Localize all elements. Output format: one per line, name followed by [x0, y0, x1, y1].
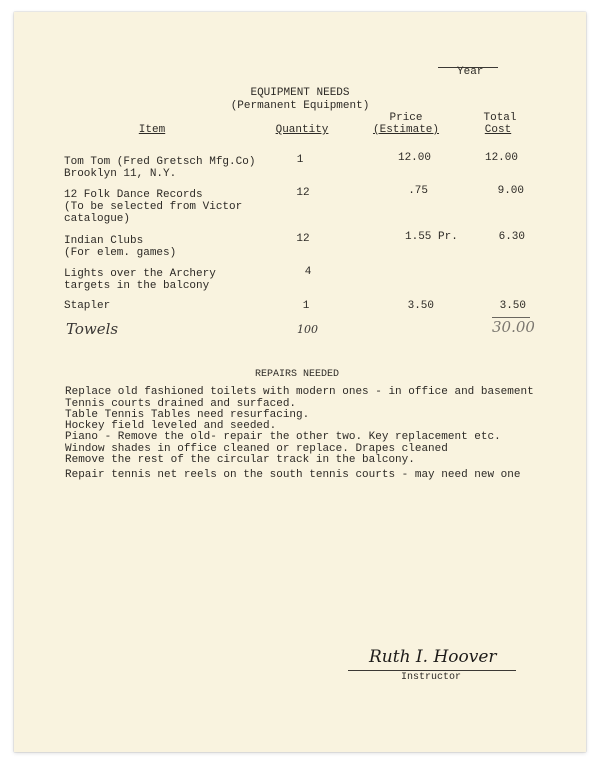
- repair-line: Window shades in office cleaned or replace. Drapes cleaned: [65, 443, 448, 455]
- year-label: Year: [457, 66, 484, 78]
- item-name-line: catalogue): [64, 213, 131, 225]
- item-name-line: (To be selected from Victor: [64, 201, 243, 213]
- repair-line: Remove the rest of the circular track in the balcony.: [65, 454, 415, 466]
- page-title: EQUIPMENT NEEDS: [250, 87, 350, 99]
- handwritten-item: Towels: [66, 320, 119, 338]
- item-quantity: 12: [296, 233, 310, 245]
- item-name-line: (For elem. games): [64, 247, 177, 259]
- column-header-item: Item: [138, 124, 166, 136]
- column-header-price-estimate: (Estimate): [372, 124, 440, 136]
- column-header-quantity: Quantity: [275, 124, 329, 136]
- signature-role: Instructor: [401, 672, 462, 683]
- item-total: 3.50: [499, 300, 526, 312]
- handwritten-total: 30.00: [492, 318, 535, 336]
- handwritten-quantity: 100: [297, 323, 318, 336]
- item-name-line: Indian Clubs: [64, 235, 144, 247]
- item-quantity: 12: [296, 187, 310, 199]
- item-price: .75: [408, 185, 428, 197]
- document-page: [14, 12, 586, 752]
- item-total: 6.30: [498, 231, 525, 243]
- column-header-price: Price: [389, 112, 423, 124]
- item-quantity: 1: [296, 154, 304, 166]
- column-header-cost: Cost: [484, 124, 512, 136]
- item-price: 3.50: [407, 300, 434, 312]
- item-name-line: targets in the balcony: [64, 280, 210, 292]
- repair-line: Table Tennis Tables need resurfacing.: [65, 409, 310, 421]
- repair-line: Tennis courts drained and surfaced.: [65, 398, 297, 410]
- item-name-line: Stapler: [64, 300, 111, 312]
- item-price: 1.55 Pr.: [405, 231, 458, 243]
- item-name-line: Brooklyn 11, N.Y.: [64, 168, 177, 180]
- item-quantity: 1: [302, 300, 310, 312]
- repairs-title: REPAIRS NEEDED: [254, 369, 340, 380]
- item-price: 12.00: [397, 152, 431, 164]
- repair-line: Repair tennis net reels on the south tennis courts - may need new one: [65, 469, 521, 481]
- page-subtitle: (Permanent Equipment): [230, 100, 370, 112]
- item-total: 12.00: [484, 152, 518, 164]
- item-name-line: 12 Folk Dance Records: [64, 189, 203, 201]
- item-total: 9.00: [497, 185, 524, 197]
- signature: Ruth I. Hoover: [369, 647, 497, 667]
- item-name-line: Tom Tom (Fred Gretsch Mfg.Co): [64, 156, 256, 168]
- repair-line: Replace old fashioned toilets with modern ones - in office and basement: [65, 386, 534, 398]
- item-quantity: 4: [304, 266, 312, 278]
- column-header-total: Total: [483, 112, 517, 124]
- repair-line: Hockey field leveled and seeded.: [65, 420, 277, 432]
- repair-line: Piano - Remove the old- repair the other two. Key replacement etc.: [65, 431, 501, 443]
- item-name-line: Lights over the Archery: [64, 268, 216, 280]
- signature-line: [348, 670, 516, 671]
